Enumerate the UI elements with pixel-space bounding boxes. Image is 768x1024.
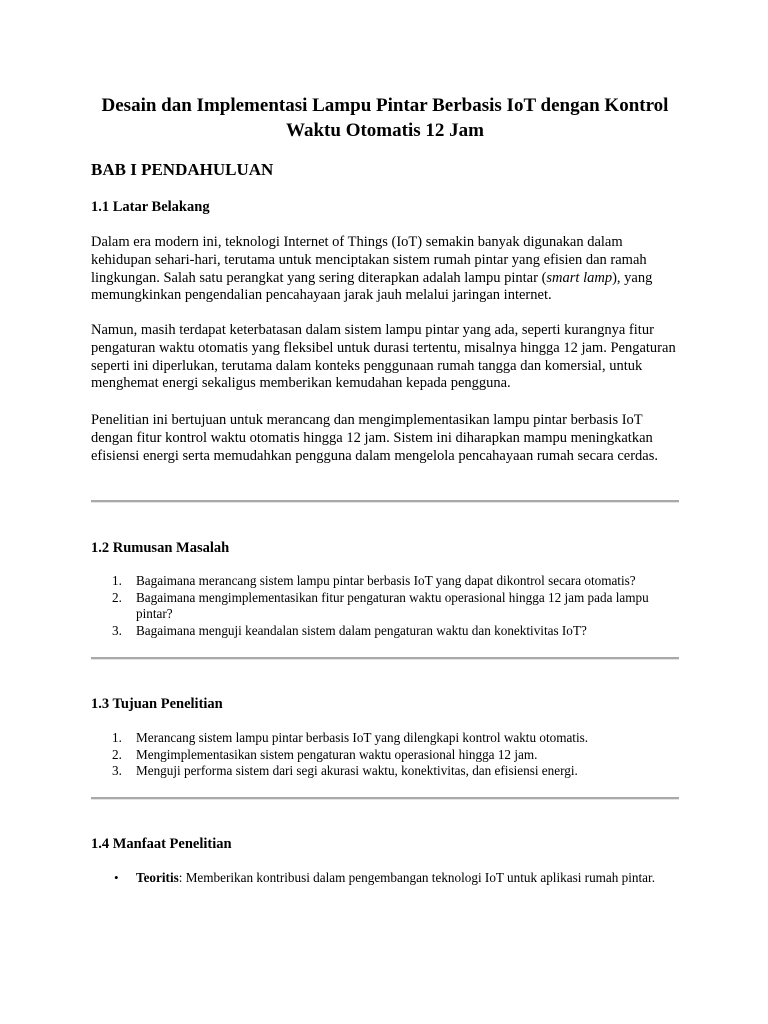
paragraph-italic-term: smart lamp [546,269,613,286]
list-item-text: Merancang sistem lampu pintar berbasis IoT yang dilengkapi kontrol waktu otomatis. [136,730,589,745]
list-item-term: Teoritis [136,870,179,885]
section-heading-latar-belakang: 1.1 Latar Belakang [91,199,210,215]
paragraph-latar-belakang-2: Namun, masih terdapat keterbatasan dalam sistem lampu pintar yang ada, seperti kurangnya fitur pengaturan waktu otomatis yang fleksibel untuk durasi tertentu, misalnya hingga 12 jam. Pengaturan seperti ini diperlukan, terutama dalam konteks penggunaan rumah tangga dan komersial, untuk menghemat energi sekaligus memberikan kemudahan kepada pengguna. [91,322,676,392]
tujuan-penelitian-list [91,730,679,780]
section-divider [91,797,679,800]
section-divider [91,657,679,660]
list-item-text: Bagaimana merancang sistem lampu pintar berbasis IoT yang dapat dikontrol secara otomatis? [136,573,636,588]
section-divider [91,500,679,503]
list-item-number: 3. [112,763,122,778]
list-item-text: Bagaimana mengimplementasikan fitur pengaturan waktu operasional hingga 12 jam pada lampu pintar? [136,589,649,621]
list-item-text: Menguji performa sistem dari segi akurasi waktu, konektivitas, dan efisiensi energi. [136,763,578,778]
list-item [91,590,679,623]
list-item-number: 1. [112,730,122,745]
list-item [91,623,679,640]
list-item-number: 3. [112,622,122,638]
list-item-number: 1. [112,573,122,588]
paragraph-text: Dalam era modern ini, teknologi Internet of Things (IoT) semakin banyak digunakan dalam kehidupan sehari-hari, terutama untuk menciptakan sistem rumah pintar yang efisien dan ramah lingkungan. Salah satu perangkat yang sering diterapkan adalah lampu pintar ( [91,234,647,286]
list-item [91,730,679,747]
rumusan-masalah-list [91,573,679,639]
list-item [91,870,679,887]
paragraph-latar-belakang-3: Penelitian ini bertujuan untuk merancang dan mengimplementasikan lampu pintar berbasis IoT dengan fitur kontrol waktu otomatis hingga 12 jam. Sistem ini diharapkan mampu meningkatkan efisiensi energi serta memudahkan pengguna dalam mengelola pencahayaan rumah secara cerdas. [91,412,658,464]
bullet-icon: • [114,870,119,885]
list-item [91,573,679,590]
manfaat-penelitian-list [91,870,679,887]
list-item [91,763,679,780]
list-item-number: 2. [112,589,122,605]
paragraph-text: ), yang memungkinkan pengendalian pencahayaan jarak jauh melalui jaringan internet. [91,269,653,304]
list-item-text: : Memberikan kontribusi dalam pengembangan teknologi IoT untuk aplikasi rumah pintar. [178,870,655,885]
list-item-number: 2. [112,746,122,762]
section-heading-manfaat-penelitian: 1.4 Manfaat Penelitian [91,836,232,852]
paragraph-latar-belakang-1 [91,234,679,305]
document-title: Desain dan Implementasi Lampu Pintar Berbasis IoT dengan Kontrol Waktu Otomatis 12 Jam [101,95,669,141]
section-heading-tujuan-penelitian: 1.3 Tujuan Penelitian [91,696,223,712]
list-item-text: Bagaimana menguji keandalan sistem dalam pengaturan waktu dan konektivitas IoT? [136,622,587,638]
chapter-heading: BAB I PENDAHULUAN [91,160,274,179]
section-heading-rumusan-masalah: 1.2 Rumusan Masalah [91,540,230,556]
list-item [91,747,679,764]
list-item-text: Mengimplementasikan sistem pengaturan waktu operasional hingga 12 jam. [136,746,538,762]
